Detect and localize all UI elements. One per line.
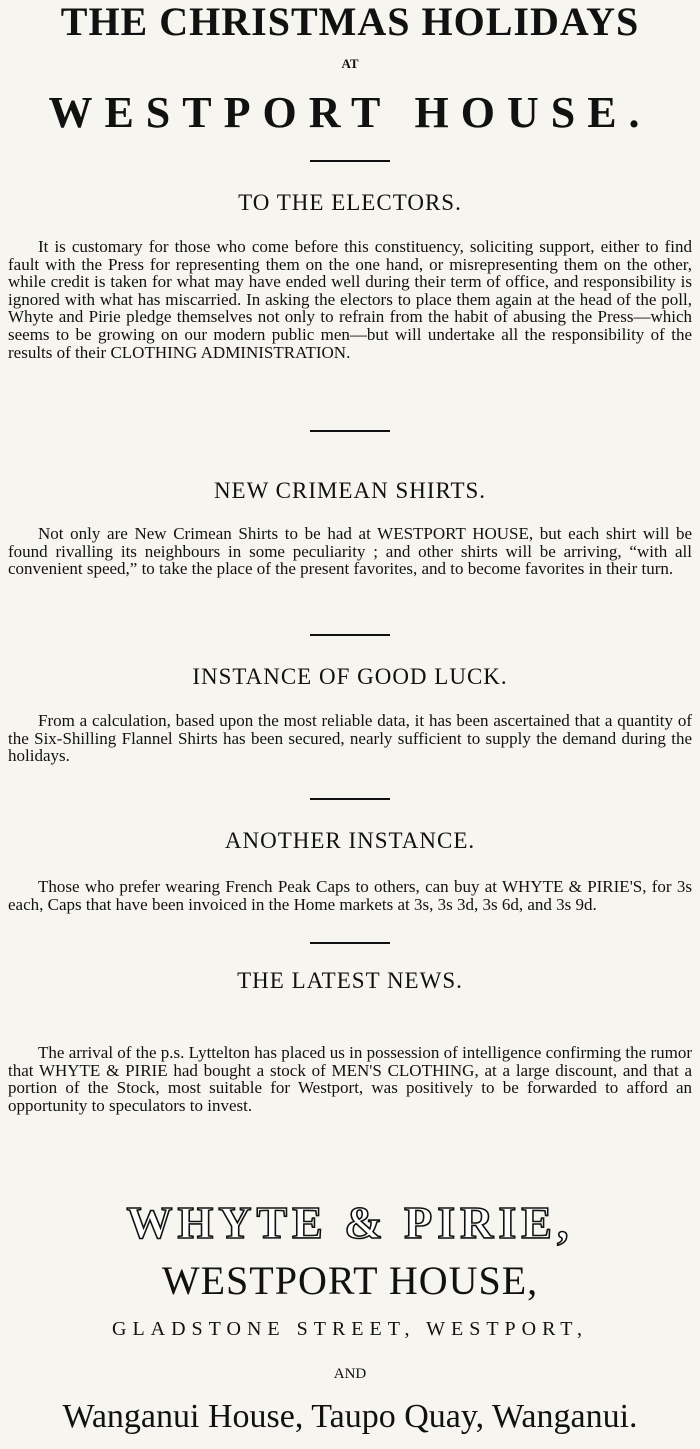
- section-body-shirts: Not only are New Crimean Shirts to be had at WESTPORT HOUSE, but each shirt will be found rivalling its neighbours in some peculiarity ; and other shirts will be arriving, “with all convenient speed,” to take the place of the present favorites, and to become favorites in their turn.: [8, 524, 692, 579]
- section-body-another: Those who prefer wearing French Peak Caps to others, can buy at WHYTE & PIRIE'S, for 3s each, Caps that have been invoiced in the Home markets at 3s, 3s 3d, 3s 6d, and 3s 9d.: [8, 877, 692, 914]
- brand-name: WHYTE & PIRIE,: [126, 1197, 574, 1248]
- section-body-latest-news: The arrival of the p.s. Lyttelton has placed us in possession of intelligence confirming the rumor that WHYTE & PIRIE had bought a stock of MEN'S CLOTHING, at a large discount, and that a portion of the Stock, most suitable for Westport, was positively to be forwarded to afford an opportunity to speculators to invest.: [8, 1043, 692, 1115]
- section-title-another: ANOTHER INSTANCE.: [224, 828, 476, 853]
- headline-venue: WESTPORT HOUSE.: [48, 88, 652, 137]
- divider-rule: [310, 634, 390, 636]
- divider-rule: [310, 798, 390, 800]
- conjunction: AND: [333, 1366, 367, 1382]
- store-name: WESTPORT HOUSE,: [161, 1258, 539, 1303]
- headline-title: THE CHRISTMAS HOLIDAYS: [60, 0, 640, 44]
- section-title-latest-news: THE LATEST NEWS.: [237, 968, 463, 993]
- section-body-electors: It is customary for those who come before this constituency, soliciting support, either to find fault with the Press for representing them on the one hand, or misrepresenting them on the other, while credit is taken for what may have ended well during their term of office, and responsibility is ignored with what has miscarried. In asking the electors to place them again at the head of the poll, Whyte and Pirie pledge themselves not only to refrain from the habit of abusing the Press—which seems to be growing on our modern public men—but will undertake all the responsibility of the results of their CLOTHING ADMINISTRATION.: [8, 237, 692, 362]
- divider-rule: [310, 430, 390, 432]
- section-title-good-luck: INSTANCE OF GOOD LUCK.: [192, 664, 508, 689]
- section-title-shirts: NEW CRIMEAN SHIRTS.: [213, 478, 487, 503]
- headline-at: AT: [341, 56, 359, 71]
- section-title-electors: TO THE ELECTORS.: [238, 190, 462, 215]
- second-store: Wanganui House, Taupo Quay, Wanganui.: [62, 1398, 638, 1435]
- divider-rule: [310, 160, 390, 162]
- store-address: GLADSTONE STREET, WESTPORT,: [112, 1318, 588, 1340]
- section-body-good-luck: From a calculation, based upon the most reliable data, it has been ascertained that a quantity of the Six-Shilling Flannel Shirts has been secured, nearly sufficient to supply the demand during the holidays.: [8, 711, 692, 766]
- divider-rule: [310, 942, 390, 944]
